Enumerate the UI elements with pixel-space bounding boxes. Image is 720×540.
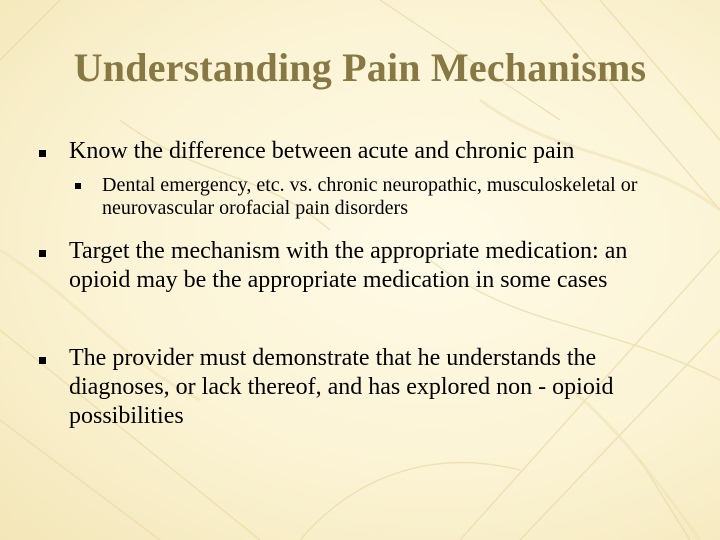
square-bullet-icon [39,250,46,257]
square-bullet-icon [75,183,81,189]
bullet-item [39,237,679,295]
sub-bullet-text: Dental emergency, etc. vs. chronic neuropathic, musculoskeletal or neurovascular orofacial pain disorders [102,174,638,219]
slide-title: Understanding Pain Mechanisms [73,45,647,90]
sub-bullet-item [75,174,685,220]
bullet-text: The provider must demonstrate that he understands the diagnoses, or lack thereof, and has explored non - opioid possibilities [69,345,614,429]
bullet-text: Target the mechanism with the appropriate medication: an opioid may be the appropriate medication in some cases [69,238,628,293]
bullet-item [39,137,679,166]
bullet-text: Know the difference between acute and chronic pain [69,138,575,164]
bullet-item [39,344,679,431]
square-bullet-icon [39,150,46,157]
square-bullet-icon [39,357,46,364]
